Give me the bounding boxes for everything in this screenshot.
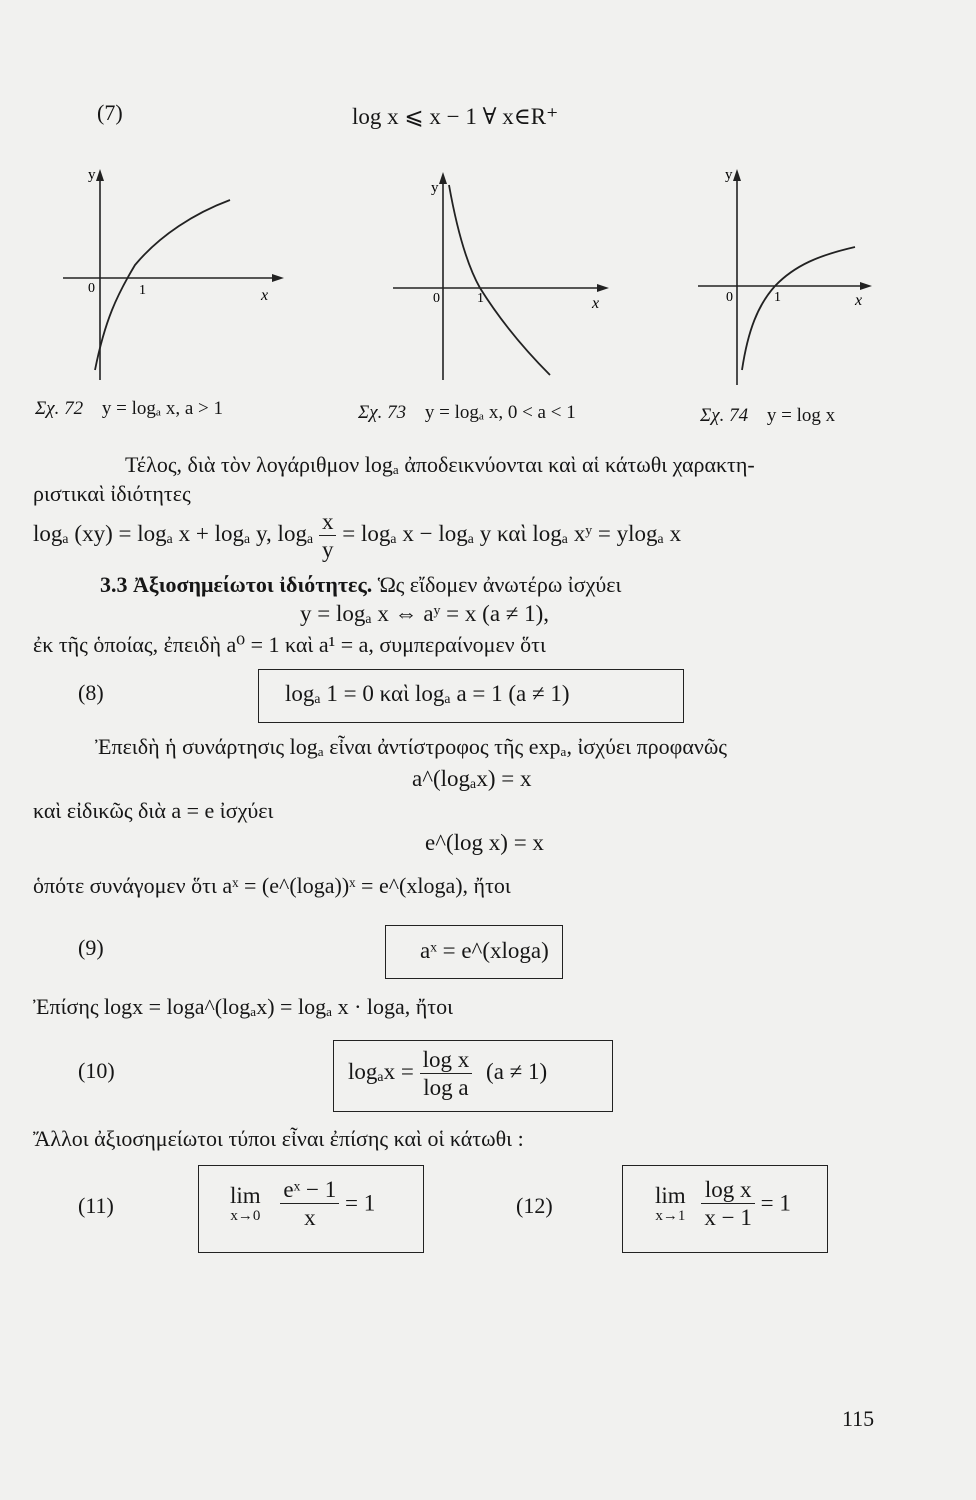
eq9-formula: aˣ = e^(xloga) [420,938,549,963]
eq11-rhs: = 1 [345,1190,376,1216]
y-axis-label: y [88,167,96,183]
eq11-numerator: eˣ − 1 [280,1178,339,1204]
eq11-lim-sub: x→0 [230,1207,261,1224]
eq11-lim: lim [230,1182,261,1208]
figure-72-caption-number: Σχ. 72 [35,398,84,419]
eq9-number: (9) [78,935,104,960]
also-line: Ἐπίσης logx = loga^(logₐx) = logₐ x · loga, ἤτοι [33,994,454,1019]
fraction-numerator: x [319,510,337,536]
eq10-condition: (a ≠ 1) [486,1058,548,1084]
y-axis-arrow [96,169,104,181]
eq10-denominator: log a [423,1075,469,1100]
other-formulas-line: Ἄλλοι ἀξιοσημείωτοι τύποι εἶναι ἐπίσης καὶ οἱ κάτωθι : [33,1126,524,1151]
y-axis-arrow [439,172,447,184]
eq10-numerator: log x [420,1048,473,1074]
page-number: 115 [842,1406,875,1431]
log-curve-decreasing [449,185,550,375]
section-title: 3.3 Ἀξιοσημείωτοι ἰδιότητες. [100,572,373,597]
eq12-fraction [701,1178,754,1229]
eq12-limit [655,1183,686,1225]
eq7-number: (7) [97,100,123,125]
x-axis-label: x [592,295,600,312]
eq10-formula [348,1048,547,1099]
eq8-formula: logₐ 1 = 0 καὶ logₐ a = 1 (a ≠ 1) [285,681,570,706]
figure-73-caption [358,402,576,424]
eq8-number: (8) [78,680,104,705]
eq10-number: (10) [78,1058,115,1083]
figure-74-caption-number: Σχ. 74 [700,405,749,426]
eq11-formula [230,1178,375,1229]
eq12-rhs: = 1 [760,1190,791,1216]
eq12-denominator: x − 1 [704,1205,752,1230]
eq12-lim: lim [655,1182,686,1208]
eq12-numerator: log x [701,1178,754,1204]
figure-73-caption-equation: y = logₐ x, 0 < a < 1 [424,402,576,423]
x-axis-label: x [261,287,269,304]
figure-72-caption-equation: y = logₐ x, a > 1 [101,398,223,419]
eq11-denominator: x [304,1205,316,1230]
figure-73-graph [385,170,615,395]
y-axis-label: y [725,167,733,183]
section-intro: Ὡς εἴδομεν ἀνωτέρω ἰσχύει [377,572,622,597]
y-axis-label: y [431,180,439,196]
figure-72-graph [55,165,295,400]
eq12-number: (12) [516,1193,553,1218]
inverse-function-line: Ἐπειδὴ ἡ συνάρτησις logₐ εἶναι ἀντίστροφος τῆς expₐ, ἰσχύει προφανῶς [95,734,728,759]
eq10-fraction [420,1048,473,1099]
origin-label: 0 [726,290,733,305]
eq7-formula: log x ⩽ x − 1 ∀ x∈R⁺ [352,104,559,129]
x-axis-arrow [597,284,609,292]
log-curve-increasing [95,200,230,370]
equivalence-line: y = logₐ x ⇔ aʸ = x (a ≠ 1), [300,601,550,626]
x-over-y-fraction [319,510,337,561]
figure-73-caption-number: Σχ. 73 [358,402,407,423]
eq10-lhs: logₐx = [348,1058,414,1084]
y-axis-arrow [733,169,741,181]
one-label: 1 [139,283,146,298]
from-which-line: ἐκ τῆς ὁποίας, ἐπειδὴ a⁰ = 1 καὶ a¹ = a, συμπεραίνομεν ὅτι [33,632,546,657]
x-axis-arrow [860,282,872,290]
eq12-lim-sub: x→1 [655,1207,686,1224]
origin-label: 0 [88,281,95,296]
figure-72-caption [35,398,223,420]
section-heading-line [100,572,621,598]
e-power-log-identity: e^(log x) = x [425,830,544,855]
log-properties-part-2: = logₐ x − logₐ y καὶ logₐ xʸ = ylogₐ x [342,520,682,546]
paragraph-line-1: Τέλος, διὰ τὸν λογάριθμον logₐ ἀποδεικνύονται καὶ αἱ κάτωθι χαρακτη- [125,452,755,477]
figure-74-caption-equation: y = log x [766,405,836,426]
fraction-denominator: y [321,537,334,562]
eq11-fraction [280,1178,339,1229]
paragraph-line-2: ριστικαὶ ἰδιότητες [33,481,191,506]
figure-74-graph [690,165,880,395]
one-label: 1 [477,291,484,306]
eq11-number: (11) [78,1193,114,1218]
log-curve [742,247,855,370]
a-power-log-identity: a^(logₐx) = x [412,766,532,791]
x-axis-label: x [855,292,863,309]
figure-74-caption [700,405,835,427]
special-case-line: καὶ εἰδικῶς διὰ a = e ἰσχύει [33,798,274,823]
conclusion-line: ὁπότε συνάγομεν ὅτι aˣ = (e^(loga))ˣ = e^(xloga), ἤτοι [33,873,511,898]
eq12-formula [655,1178,791,1229]
eq11-limit [230,1183,261,1225]
log-properties-part-1: logₐ (xy) = logₐ x + logₐ y, logₐ [33,520,314,546]
x-axis-arrow [272,274,284,282]
one-label: 1 [774,290,781,305]
origin-label: 0 [433,291,440,306]
log-properties-line [33,510,681,561]
